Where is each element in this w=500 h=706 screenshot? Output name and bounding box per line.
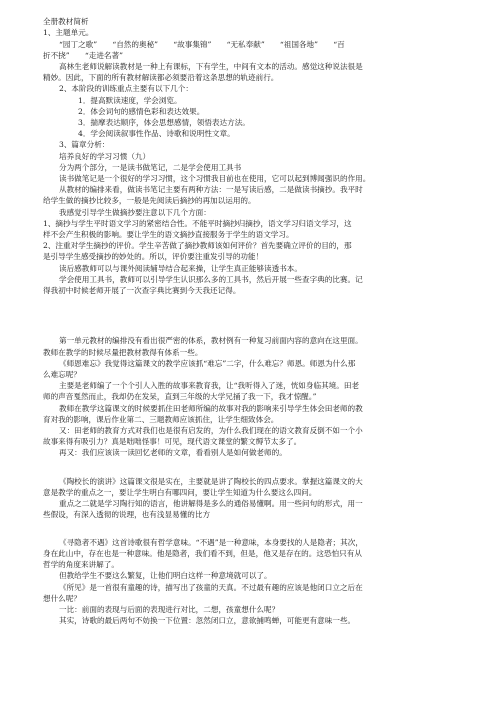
text-line: 么难忘呢？ [43,370,81,379]
list-item: 2．体会词句的感情色彩和表达效果。 [78,107,205,116]
text-line: 学会使用工具书，教师可以引导学生认识那么多的工具书，然后开展一些查字典的比赛。记 [59,275,363,284]
text-line: 分为两个部分，一是读书做笔记，二是学会使用工具书 [59,163,242,172]
text-line: 教师在教学的时候尽量把教材教得有体系一些。 [43,348,203,357]
section-heading: 3、篇章分析： [59,140,110,149]
text-line: 些假设，有深入透彻的说理，也有浅显易懂的比方 [43,510,211,519]
text-line: 精妙。因此，下面的所有教材解读都必须要沿着这条思想的轨迹前行。 [43,73,279,82]
list-item: 3．揣摩表达顺序，体会思想感情，领悟表达方法。 [78,118,250,127]
text-line: 读书做笔记是一个很好的学习习惯，这个习惯我目前也在使用，它可以起到博闻强识的作用。 [59,174,371,183]
text-line: 1、摘抄与学生平时语文学习的紧密结合性。不能平时摘抄归摘抄，语文学习归语文学习，这 [43,219,352,228]
text-line: 其实，诗歌的最后两句不妨换一下位置：忽然闭口立，意欲捕鸣蝉，可能更有意味一些。 [59,616,356,625]
text-line: 教师在教学这篇课文的时候要抓住田老师所编的故事对我的影响来引导学生体会田老师的教 [59,404,363,413]
section-heading: 1、主题单元。 [43,28,94,37]
text-line: 给学生做的摘抄比较多，一般是先阅读后摘抄的再加以运用的。 [43,196,256,205]
text-line: 一比：前面的表现与后面的表现进行对比，二想，孩童想什么呢？ [59,605,280,614]
text-line: 重点之二就是学习陶行知的语言，他讲解得是多么的通俗易懂啊。用一些问句的形式，用一 [59,499,363,508]
text-line: 再又：我们应该读一读回忆老师的文章，看看别人是如何做老师的。 [59,448,287,457]
document-title: 全册教材简析 [43,17,89,26]
text-line: 是引导学生感受摘抄的妙处的。所以，评价要注重发引导的功能！ [43,252,264,261]
text-line: 高林生老师说解读教材是一种上有课标，下有学生，中间有文本的活动。感觉这种说法很是 [59,62,363,71]
text-line: 2、注重对学生摘抄的评价。学生辛苦做了摘抄教师该如何评价？首先要确立评价的目的，那 [43,241,352,250]
text-line: 身在此山中，存在也是一种意味。他是隐者，我们看不到，但是，他又是存在的。这恐怕只有从 [43,549,362,558]
text-line: 主要是老师编了一个个引人入胜的故事来教育我，让“我听得入了迷，恍如身临其境。田老 [59,381,360,390]
text-line: 样不会产生积极的影响。要让学生的语文摘抄直接服务于学生的语文学习。 [43,230,294,239]
text-line: 故事来得有吸引力？真是咄咄怪事！可见，现代语文课堂的繁文缛节太多了。 [43,437,302,446]
text-line: 折不挠” “走进名著” [43,51,123,60]
text-line: 意是教学的重点之一，要让学生明白有哪四问，要让学生知道为什么要这么四问。 [43,488,317,497]
text-line: 得我初中时候老师开展了一次查字典比赛到今天我还记得。 [43,286,241,295]
text-line: 第一单元教材的编排没有看出很严密的体系，教材例有一种复习前面内容的意向在这里面。 [59,336,363,345]
section-heading: 2、本阶段的训练重点主要有以下几个： [59,84,193,93]
text-line: 育对我的影响，课后作业第二、三题教师应该抓住，让学生细致体会。 [43,415,279,424]
text-line: 又：田老师的教育方式对我们也是很有启发的，为什么我们现在的语文教育反倒不如一个小 [59,426,363,435]
text-line: 从教材的编排来看，做读书笔记主要有两种方法：一是写读后感，二是做读书摘抄。我平时 [59,185,363,194]
text-line: 《寻隐者不遇》这首诗歌很有哲学意味。“不遇”是一种意味，本身要找的人是隐者；其次， [59,538,363,547]
text-line: 但教给学生不要这么繁复，让他们明白这样一种意境就可以了。 [59,571,272,580]
text-line: 师的声音戛然而止，我却仍在发呆，直到三年级的大学兄捅了我一下，我才惊醒。” [43,392,317,401]
text-line: 哲学的角度来讲解了。 [43,560,119,569]
list-item: 1．提高默读速度，学会浏览。 [78,96,182,105]
text-line: 《师恩难忘》我觉得这篇课文的教学应该抓“难忘”二字，什么难忘？师恩。师恩为什么那 [59,359,356,368]
text-line: 《陶校长的演讲》这篇课文很是实在，主要就是讲了陶校长的四点要求。掌握这篇课文的大 [59,477,363,486]
text-line: 培养良好的学习习惯（九） [59,152,151,161]
text-line: 读后感教师可以与课外阅读辅导结合起来操，让学生真正能够读透书本。 [59,264,302,273]
text-line: 我感觉引导学生做摘抄要注意以下几个方面： [59,208,211,217]
text-line: “园丁之歌” “自然的奥秘” “故事集锦” “无私奉献” “祖国各地” “百 [59,40,345,49]
list-item: 4．学会阅读叙事性作品、诗歌和说明性文章。 [78,129,235,138]
text-line: 想什么呢？ [43,594,81,603]
text-line: 《所见》是一首很有童趣的诗，描写出了孩童的天真。不过最有趣的应该是他闭口立之后在 [59,583,363,592]
